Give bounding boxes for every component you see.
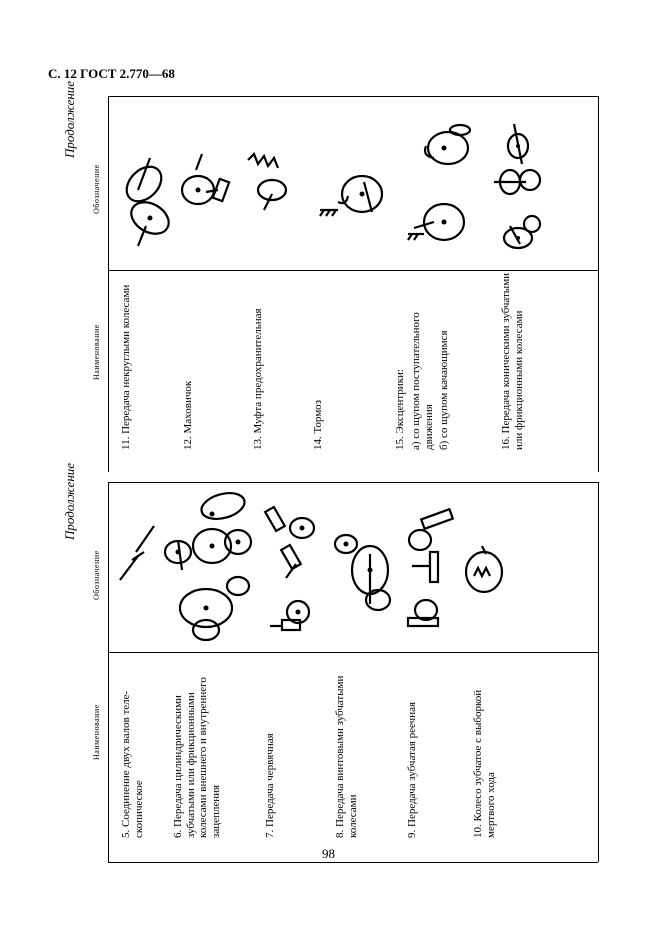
column-header-name-right: Наименование [92,324,101,380]
safety-clutch-icon [244,146,294,216]
continuation-label-right: Продолжение [62,80,77,158]
page-number: 98 [322,846,335,861]
right-row-11: 11. Передача некруглыми колесами [120,284,132,450]
continuation-label-left: Продолжение [62,462,77,540]
helical-gear-icon [334,524,394,624]
left-row-6: 6. Передача цилиндрическими зубчатыми или фрикционными колесами внешнего и внутреннего зацепления [172,677,222,838]
page-header: С. 12 ГОСТ 2.770—68 [48,66,175,81]
left-row-7: 7. Передача червячная [264,733,276,838]
left-row-10: 10. Колесо зубчатое с выборкой мертвого хода [472,689,497,838]
eccentric-icon [404,118,474,248]
column-header-symbol-right: Обозначение [92,164,101,214]
right-row-15a: а) со щупом поступательного движения [410,312,435,450]
left-row-8: 8. Передача винтовыми зубчатыми колесами [334,675,359,838]
handwheel-icon [178,150,238,210]
column-header-name-left: Наименование [92,704,101,760]
bevel-gear-icon [490,120,550,250]
brake-icon [316,172,386,232]
right-row-15: 15. Эксцентрики: [394,369,406,450]
non-circular-gear-icon [118,150,178,250]
column-header-symbol-left: Обозначение [92,550,101,600]
rack-gear-icon [404,506,464,626]
backlash-gear-icon [462,540,512,600]
left-row-5: 5. Соединение двух валов теле-скопическое [120,690,145,838]
right-row-12: 12. Маховичок [182,380,194,450]
right-row-14: 14. Тормоз [312,399,324,450]
right-row-15b: б) со щупом качающимся [438,330,450,450]
worm-gear-icon [266,500,326,640]
right-row-13: 13. Муфта предохранительная [252,308,264,450]
left-row-9: 9. Передача зубчатая реечная [406,701,418,838]
telescopic-shaft-joint-icon [118,522,158,582]
cylindrical-gear-icon [160,490,260,650]
right-row-16: 16. Передача коническими зубчатыми или фрикционными колесами [500,272,525,450]
